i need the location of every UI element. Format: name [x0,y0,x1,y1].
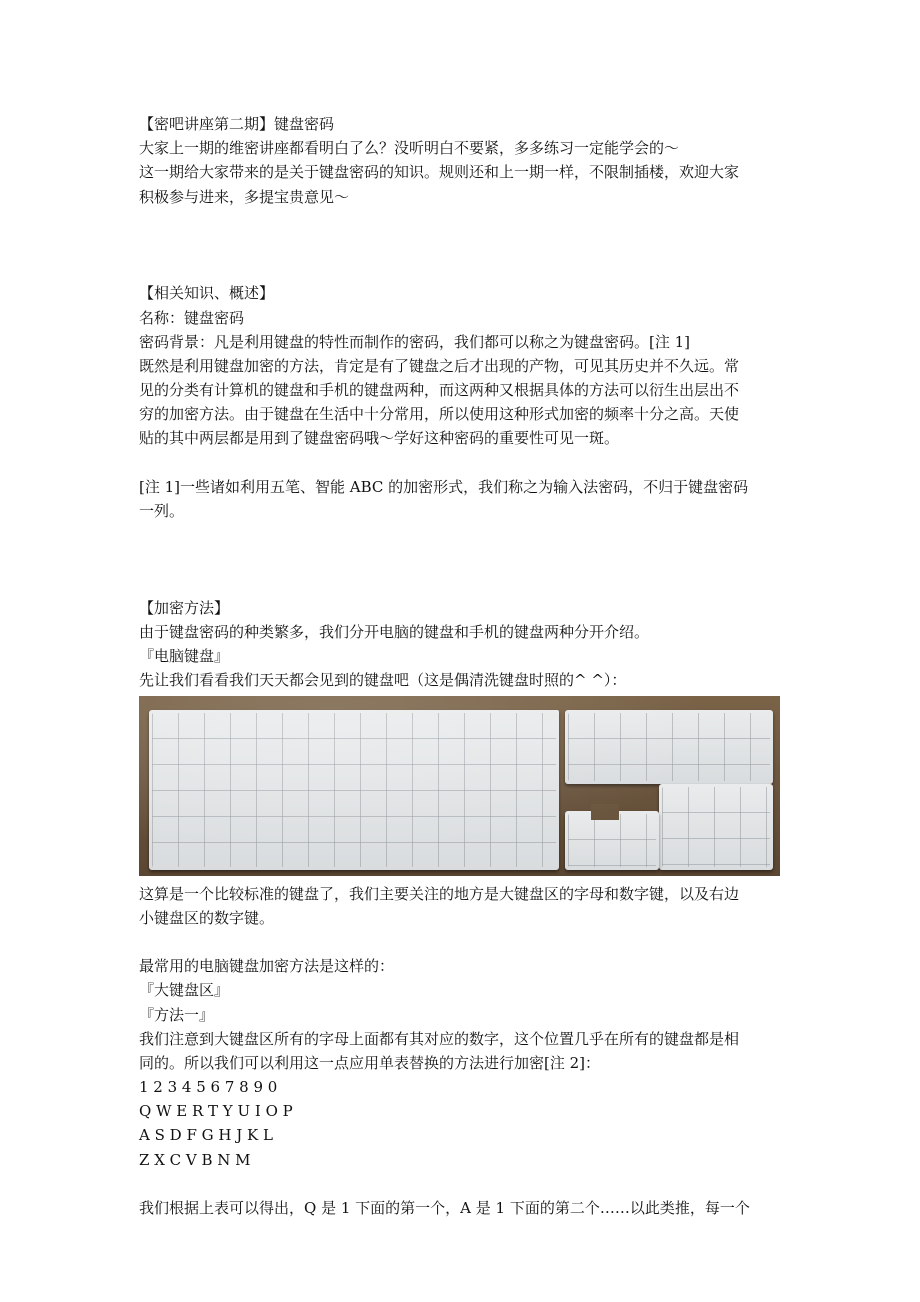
footnote-line: [注 1]一些诸如利用五笔、智能 ABC 的加密形式，我们称之为输入法密码，不归于键盘密码 [139,477,749,496]
spacer [139,523,783,596]
methods-intro: 由于键盘密码的种类繁多，我们分开电脑的键盘和手机的键盘两种分开介绍。 [139,623,650,641]
zxcv-row: Z X C V B N M [139,1150,251,1169]
intro-line-1: 大家上一期的维密讲座都看明白了么？没听明白不要紧，多多练习一定能学会的～ [139,139,680,158]
common-method-line: 最常用的电脑键盘加密方法是这样的： [139,957,395,976]
section-heading-methods: 【加密方法】 [139,598,230,617]
footnote-line: 一列。 [139,502,185,521]
pc-keyboard-heading: 『电脑键盘』 [139,647,230,666]
photo-intro: 先让我们看看我们天天都会见到的键盘吧（这是偶清洗键盘时照的^ ^）： [139,671,627,690]
right-keys-area [565,710,773,784]
asdf-row: A S D F G H J K L [139,1126,273,1145]
photo-caption-line: 这算是一个比较标准的键盘了，我们主要关注的地方是大键盘区的字母和数字键，以及右边 [139,884,740,903]
number-row: 1 2 3 4 5 6 7 8 9 0 [139,1078,278,1097]
intro-line-3: 积极参与进来，多提宝贵意见～ [139,187,350,206]
photo-caption-line: 小键盘区的数字键。 [139,908,275,927]
intro-line-2: 这一期给大家带来的是关于键盘密码的知识。规则还和上一期一样，不限制插楼，欢迎大家 [139,163,740,182]
spacer [139,1172,783,1196]
spacer [139,209,783,282]
numpad-area [659,784,773,870]
paragraph-line: 穷的加密方法。由于键盘在生活中十分常用，所以使用这种形式加密的频率十分之高。天使 [139,405,740,424]
name-line: 名称：键盘密码 [139,308,245,327]
spacer [139,451,783,475]
section-heading-overview: 【相关知识、概述】 [139,284,275,303]
method-one-text: 我们注意到大键盘区所有的字母上面都有其对应的数字，这个位置几乎在所有的键盘都是相 [139,1029,740,1048]
big-area-heading: 『大键盘区』 [139,981,230,1000]
missing-key-gap [591,804,619,820]
doc-title: 【密吧讲座第二期】键盘密码 [139,115,335,133]
final-line: 我们根据上表可以得出，Q 是 1 下面的第一个，A 是 1 下面的第二个……以此类推，每一个 [139,1199,750,1217]
keyboard-photo [139,696,780,876]
paragraph-line: 既然是利用键盘加密的方法，肯定是有了键盘之后才出现的产物，可见其历史并不久远。常 [139,356,740,375]
method-one-text: 同的。所以我们可以利用这一点应用单表替换的方法进行加密[注 2]： [139,1053,601,1072]
spacer [139,930,783,954]
paragraph-line: 贴的其中两层都是用到了键盘密码哦～学好这种密码的重要性可见一斑。 [139,429,620,448]
method-one-heading: 『方法一』 [139,1005,215,1024]
main-keyboard-area [149,710,559,870]
document-body [139,112,783,1220]
background-line: 密码背景：凡是利用键盘的特性而制作的密码，我们都可以称之为键盘密码。[注 1] [139,332,691,351]
paragraph-line: 见的分类有计算机的键盘和手机的键盘两种，而这两种又根据具体的方法可以衍生出层出不 [139,381,740,400]
qwerty-row: Q W E R T Y U I O P [139,1102,293,1121]
